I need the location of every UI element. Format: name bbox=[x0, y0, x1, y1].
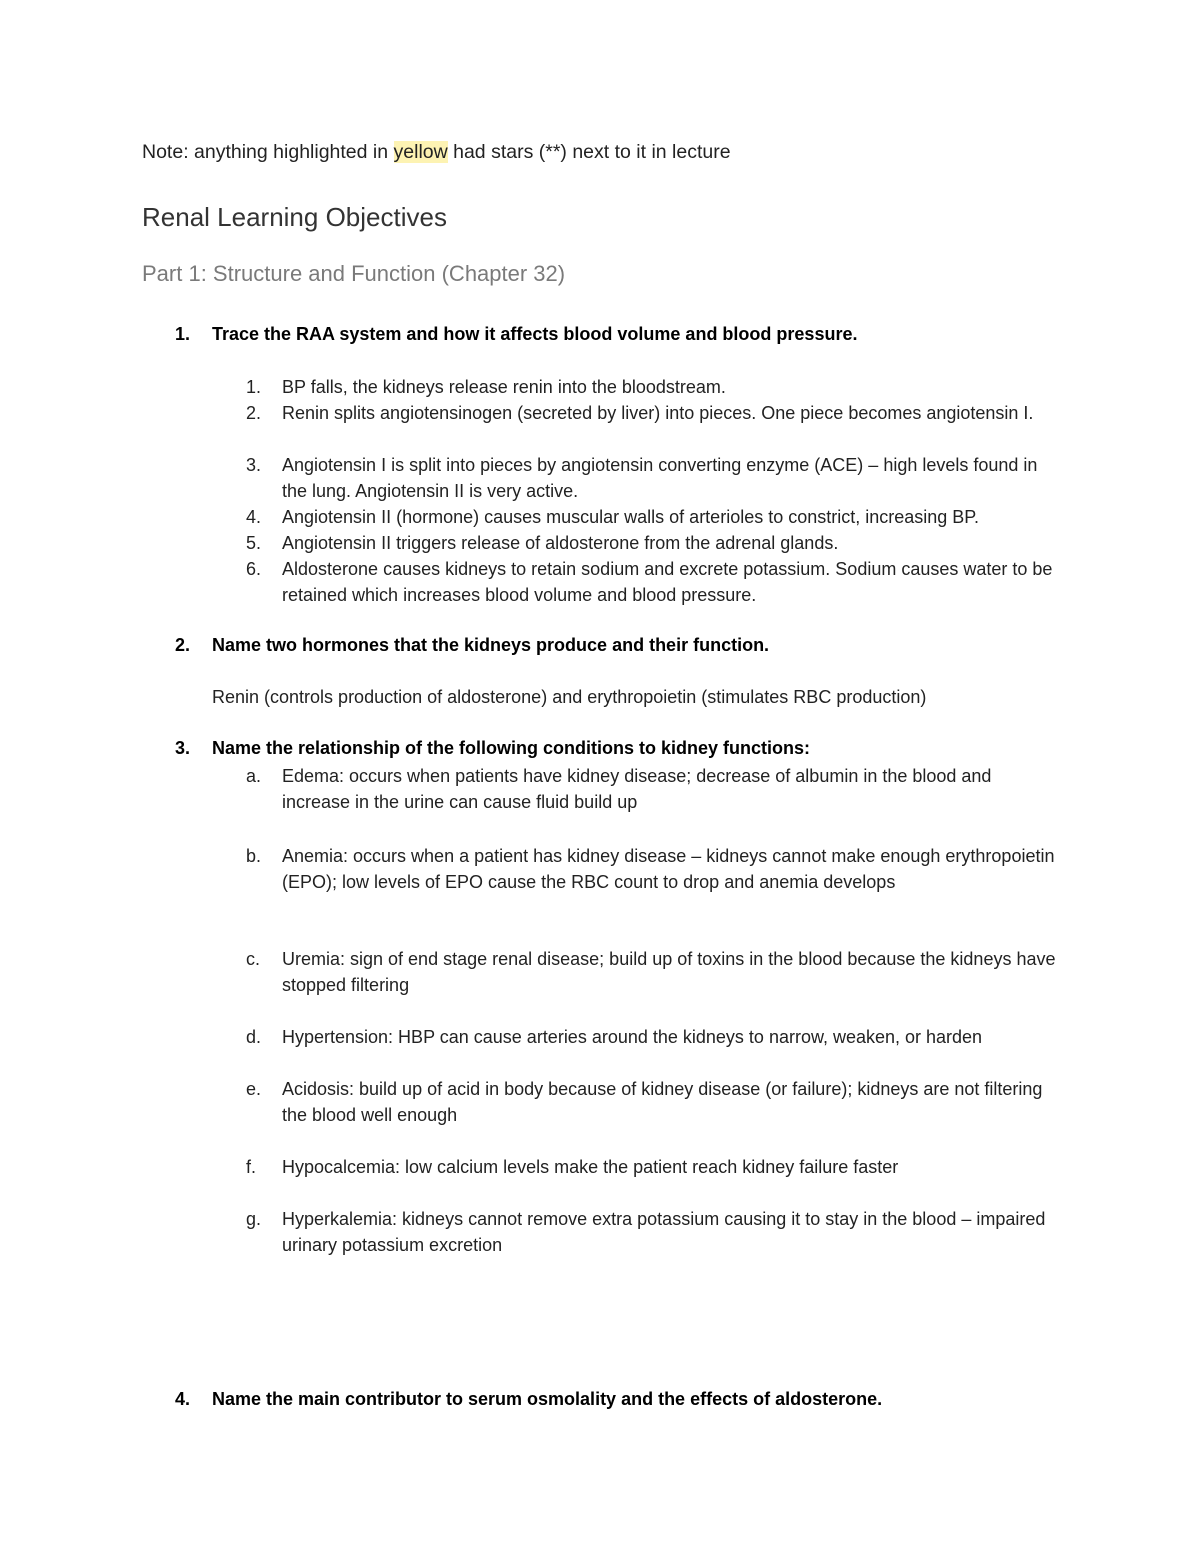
list-marker: 1. bbox=[246, 377, 262, 397]
list-marker: 3. bbox=[246, 455, 262, 475]
question-number: 1. bbox=[175, 324, 191, 344]
note-text-after: had stars (**) next to it in lecture bbox=[447, 141, 731, 163]
question-text: Trace the RAA system and how it affects blood volume and blood pressure. bbox=[212, 324, 858, 344]
list-marker: b. bbox=[246, 846, 262, 866]
list-marker: c. bbox=[246, 949, 261, 969]
question-number: 4. bbox=[175, 1389, 191, 1409]
note-line bbox=[142, 141, 731, 164]
list-item-text: Uremia: sign of end stage renal disease; build up of toxins in the blood because the kidneys have stopped filtering bbox=[282, 949, 1056, 995]
question-number: 2. bbox=[175, 635, 191, 655]
list-marker: f. bbox=[246, 1157, 257, 1177]
list-marker: e. bbox=[246, 1079, 262, 1099]
list-item-text: Angiotensin I is split into pieces by angiotensin converting enzyme (ACE) – high levels found in the lung. Angiotensin II is very active. bbox=[282, 455, 1038, 501]
list-item-text: BP falls, the kidneys release renin into the bloodstream. bbox=[282, 377, 726, 397]
list-item-text: Aldosterone causes kidneys to retain sodium and excrete potassium. Sodium causes water to be retained which increases blood volume and blood pressure. bbox=[282, 559, 1053, 605]
list-item-text: Edema: occurs when patients have kidney disease; decrease of albumin in the blood and increase in the urine can cause fluid build up bbox=[282, 766, 992, 812]
question-number: 3. bbox=[175, 738, 191, 758]
answer-text: Renin (controls production of aldosterone) and erythropoietin (stimulates RBC production) bbox=[212, 687, 927, 707]
list-item-text: Angiotensin II triggers release of aldosterone from the adrenal glands. bbox=[282, 533, 839, 553]
list-marker: g. bbox=[246, 1209, 262, 1229]
list-item-text: Hyperkalemia: kidneys cannot remove extra potassium causing it to stay in the blood – impaired urinary potassium excretion bbox=[282, 1209, 1046, 1255]
list-marker: 6. bbox=[246, 559, 262, 579]
question-text: Name two hormones that the kidneys produce and their function. bbox=[212, 635, 770, 655]
list-marker: 2. bbox=[246, 403, 262, 423]
question-text: Name the main contributor to serum osmolality and the effects of aldosterone. bbox=[212, 1389, 883, 1409]
list-item-text: Renin splits angiotensinogen (secreted by liver) into pieces. One piece becomes angiotensin I. bbox=[282, 403, 1034, 423]
document-title: Renal Learning Objectives bbox=[142, 202, 447, 232]
question-text: Name the relationship of the following conditions to kidney functions: bbox=[212, 738, 811, 758]
highlighted-word: yellow bbox=[393, 141, 448, 163]
list-item-text: Hypertension: HBP can cause arteries around the kidneys to narrow, weaken, or harden bbox=[282, 1027, 983, 1047]
list-marker: 5. bbox=[246, 533, 262, 553]
list-item-text: Hypocalcemia: low calcium levels make the patient reach kidney failure faster bbox=[282, 1157, 899, 1177]
list-marker: a. bbox=[246, 766, 262, 786]
list-item-text: Acidosis: build up of acid in body because of kidney disease (or failure); kidneys are not filtering the blood well enough bbox=[282, 1079, 1043, 1125]
section-subtitle: Part 1: Structure and Function (Chapter 32) bbox=[142, 261, 566, 286]
list-marker: 4. bbox=[246, 507, 262, 527]
note-text-before: Note: anything highlighted in bbox=[142, 141, 394, 163]
list-item-text: Angiotensin II (hormone) causes muscular walls of arterioles to constrict, increasing BP. bbox=[282, 507, 979, 527]
list-item-text: Anemia: occurs when a patient has kidney disease – kidneys cannot make enough erythropoietin (EPO); low levels of EPO cause the RBC count to drop and anemia develops bbox=[282, 846, 1055, 892]
list-marker: d. bbox=[246, 1027, 262, 1047]
